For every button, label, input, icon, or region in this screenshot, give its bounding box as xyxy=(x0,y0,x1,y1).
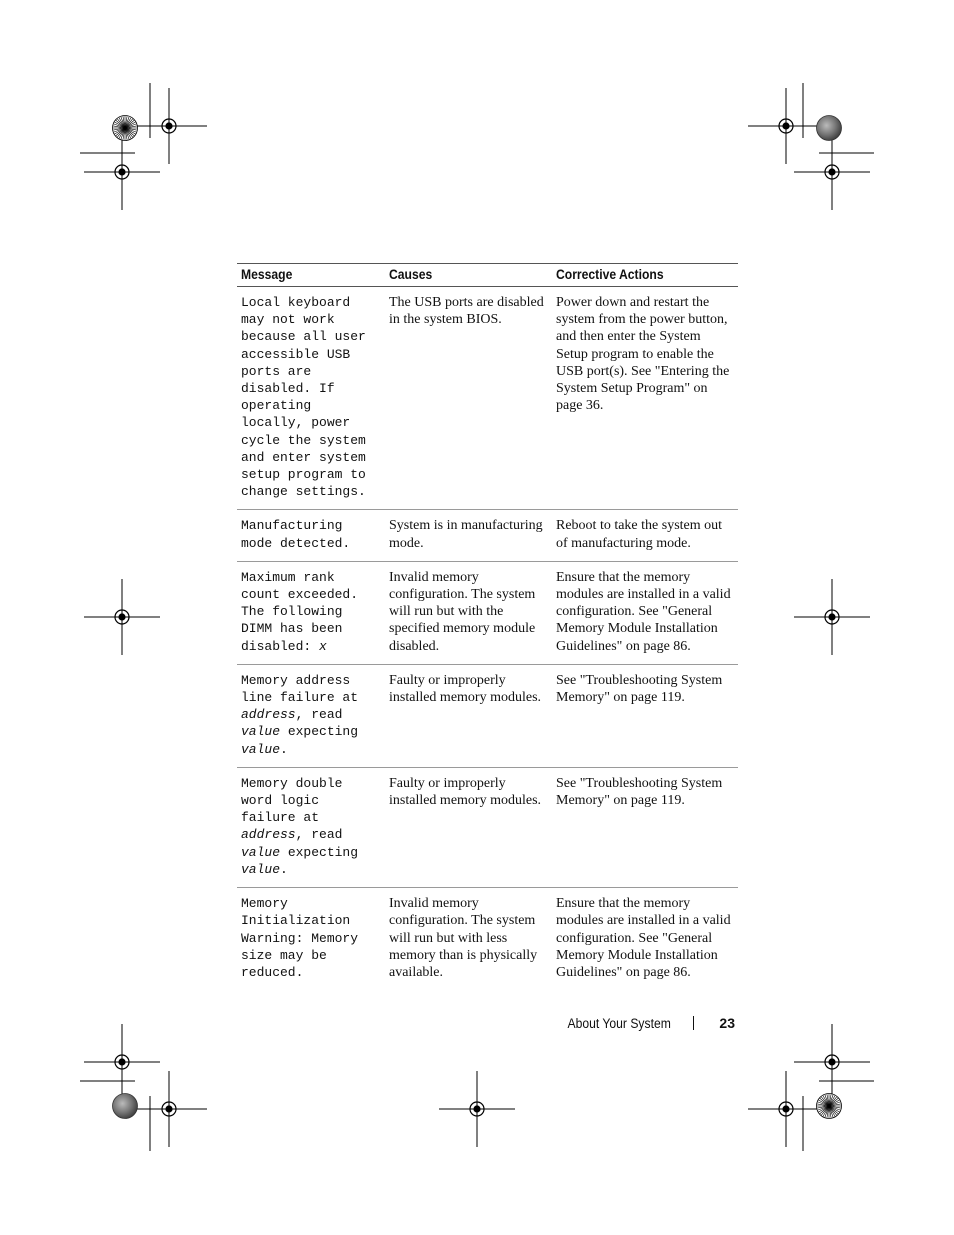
registration-mark-icon xyxy=(439,1071,515,1147)
registration-mark-icon xyxy=(131,88,207,164)
message-text: Manufacturing mode detected. xyxy=(241,518,351,551)
message-cell xyxy=(237,664,385,767)
table-row xyxy=(237,664,738,767)
footer-divider xyxy=(693,1016,694,1030)
message-cell xyxy=(237,561,385,664)
cause-cell: The USB ports are disabled in the system BIOS. xyxy=(385,287,552,510)
cause-cell: System is in manufacturing mode. xyxy=(385,510,552,561)
page-number: 23 xyxy=(719,1015,735,1031)
page-footer xyxy=(540,1015,735,1031)
starburst-mark-icon xyxy=(113,116,138,141)
message-text: , read xyxy=(295,827,343,843)
table-header-row xyxy=(237,264,738,287)
message-text: . xyxy=(280,861,288,877)
message-placeholder-text: value xyxy=(241,724,281,740)
message-placeholder-text: value xyxy=(241,741,281,757)
message-text: Local keyboard may not work because all user accessible USB ports are disabled. If operating locally, power cycle the system and enter system setup program to change settings. xyxy=(241,295,366,500)
registration-mark-icon xyxy=(84,579,160,655)
message-placeholder-text: value xyxy=(241,861,281,877)
message-cell xyxy=(237,510,385,561)
corrective-action-cell: See "Troubleshooting System Memory" on page 119. xyxy=(552,664,738,767)
message-text: Memory double word logic failure at xyxy=(241,775,343,826)
message-placeholder-text: address xyxy=(241,707,296,723)
table-row xyxy=(237,767,738,887)
message-text: , read xyxy=(295,707,343,723)
registration-mark-icon xyxy=(748,88,824,164)
cause-cell: Invalid memory configuration. The system will run but with less memory than is physically available. xyxy=(389,896,538,980)
message-cell xyxy=(237,888,385,991)
error-messages-table xyxy=(237,263,738,990)
footer-section-title: About Your System xyxy=(567,1015,671,1031)
registration-mark-icon xyxy=(84,134,160,210)
registration-mark-icon xyxy=(131,1071,207,1147)
gray-ball-mark-icon xyxy=(113,1094,138,1119)
cause-cell: Faulty or improperly installed memory modules. xyxy=(385,664,552,767)
corrective-action-cell: See "Troubleshooting System Memory" on page 119. xyxy=(552,767,738,887)
message-placeholder-text: x xyxy=(319,638,327,654)
table-row xyxy=(237,510,738,561)
message-cell xyxy=(237,287,385,510)
message-cell xyxy=(237,767,385,887)
message-text: expecting xyxy=(287,724,359,740)
registration-mark-icon xyxy=(794,1024,870,1100)
registration-mark-icon xyxy=(84,1024,160,1100)
message-text: Maximum rank count exceeded. The following DIMM has been disabled: xyxy=(241,569,359,654)
starburst-mark-icon xyxy=(817,1094,842,1119)
cause-cell: Invalid memory configuration. The system will run but with the specified memory module disabled. xyxy=(385,561,552,664)
corrective-action-cell: Ensure that the memory modules are installed in a valid configuration. See "General Memory Module Installation Guidelines" on page 86. xyxy=(552,561,738,664)
column-header-message: Message xyxy=(237,264,385,287)
message-placeholder-text: value xyxy=(241,844,281,860)
table-row xyxy=(237,561,738,664)
message-text: Memory address line failure at xyxy=(241,672,359,706)
message-placeholder-text: address xyxy=(241,827,296,843)
table-row xyxy=(237,888,738,991)
registration-mark-icon xyxy=(794,134,870,210)
column-header-corrective-actions: Corrective Actions xyxy=(552,264,738,287)
registration-mark-icon xyxy=(748,1071,824,1147)
corrective-action-cell: Power down and restart the system from the power button, and then enter the System Setup program to enable the USB port(s). See "Entering the System Setup Program" on page 36. xyxy=(552,287,738,510)
corrective-action-cell: Ensure that the memory modules are installed in a valid configuration. See "General Memory Module Installation Guidelines" on page 86. xyxy=(556,896,731,980)
column-header-causes: Causes xyxy=(385,264,552,287)
corrective-action-cell: Reboot to take the system out of manufacturing mode. xyxy=(552,510,738,561)
message-text: . xyxy=(280,741,288,757)
gray-ball-mark-icon xyxy=(817,116,842,141)
message-text: expecting xyxy=(287,844,359,860)
message-text: Memory Initialization Warning: Memory size may be reduced. xyxy=(241,896,359,980)
registration-mark-icon xyxy=(794,579,870,655)
table-row xyxy=(237,287,738,510)
cause-cell: Faulty or improperly installed memory modules. xyxy=(385,767,552,887)
